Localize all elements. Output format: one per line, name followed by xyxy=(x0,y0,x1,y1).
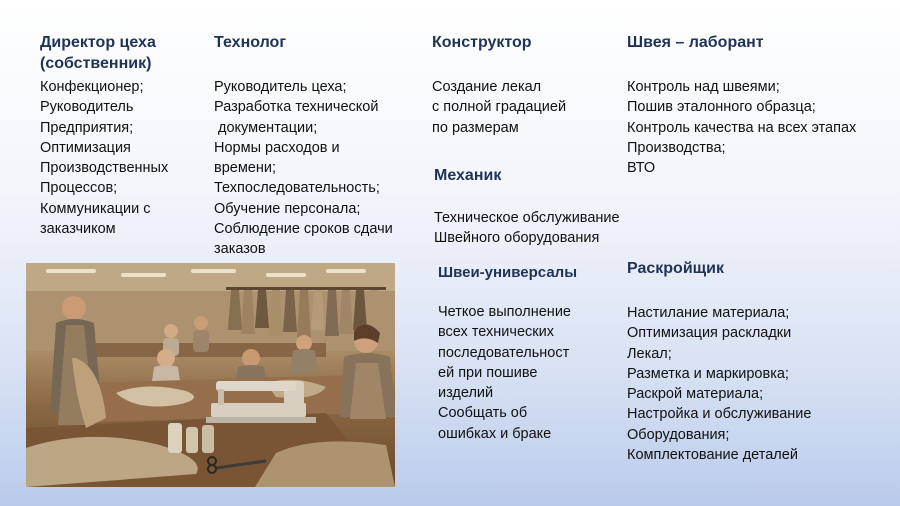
konstruktor-duty: по размерам xyxy=(432,119,519,136)
universaly-duty: Сообщать об xyxy=(438,405,528,422)
mekhanik-duty: Швейного оборудования xyxy=(434,230,600,247)
technolog-title: Технолог xyxy=(214,34,286,51)
technolog-duty: Техпоследовательность; xyxy=(214,180,380,197)
sewing-workshop-photo xyxy=(26,263,395,487)
konstruktor-duties xyxy=(432,77,617,138)
universaly-duty: всех технических xyxy=(438,324,554,341)
mekhanik-title: Механик xyxy=(434,167,502,184)
section-laborant xyxy=(627,32,892,178)
raskroy-duty: Настилание материала; xyxy=(627,305,790,321)
technolog-duty: заказов xyxy=(214,241,266,258)
technolog-duty: документации; xyxy=(214,119,318,136)
technolog-duty: Соблюдение сроков сдачи xyxy=(214,221,393,238)
director-title xyxy=(40,32,205,74)
universaly-duty: ей при пошиве xyxy=(438,364,538,381)
section-mekhanik xyxy=(434,165,664,249)
laborant-duty: Контроль качества на всех этапах xyxy=(627,119,857,136)
universaly-duty: ошибках и браке xyxy=(438,425,552,442)
laborant-duty: Пошив эталонного образца; xyxy=(627,99,816,116)
director-duties xyxy=(40,77,205,239)
section-director xyxy=(40,32,205,239)
raskroy-duty: Оборудования; xyxy=(627,426,730,443)
technolog-duty: Разработка технической xyxy=(214,99,379,116)
mekhanik-duty: Техническое обслуживание xyxy=(434,210,620,226)
universaly-title: Швеи-универсалы xyxy=(438,264,578,281)
technolog-duty: Нормы расходов и xyxy=(214,139,340,156)
director-duty: Процессов; xyxy=(40,180,118,197)
konstruktor-duty: Создание лекал xyxy=(432,79,542,95)
konstruktor-duty: с полной градацией xyxy=(432,99,567,116)
mekhanik-duties xyxy=(434,208,664,249)
section-universaly xyxy=(438,262,618,444)
laborant-title: Швея – лаборант xyxy=(627,34,764,51)
raskroy-duty: Настройка и обслуживание xyxy=(627,406,812,423)
director-title-line: (собственник) xyxy=(40,55,152,72)
director-title-line: Директор цеха xyxy=(40,34,156,51)
raskroy-duty: Раскрой материала; xyxy=(627,386,764,403)
laborant-duties xyxy=(627,77,892,178)
universaly-duty: изделий xyxy=(438,385,494,402)
universaly-duties xyxy=(438,302,618,444)
director-duty: Оптимизация xyxy=(40,139,131,156)
universaly-duty: Четкое выполнение xyxy=(438,304,571,320)
raskroy-duties xyxy=(627,303,892,465)
raskroy-duty: Лекал; xyxy=(627,345,672,362)
director-duty: Предприятия; xyxy=(40,119,134,136)
laborant-duty: Производства; xyxy=(627,139,726,156)
director-duty: Коммуникации с xyxy=(40,200,151,217)
section-technolog xyxy=(214,32,419,260)
workshop-illustration xyxy=(26,263,395,487)
laborant-duty: Контроль над швеями; xyxy=(627,79,780,95)
konstruktor-title: Конструктор xyxy=(432,34,532,51)
raskroy-title: Раскройщик xyxy=(627,260,724,277)
technolog-duty: времени; xyxy=(214,160,277,177)
universaly-duty: последовательност xyxy=(438,344,570,361)
photo-tint xyxy=(26,263,395,487)
laborant-duty: ВТО xyxy=(627,160,656,177)
raskroy-duty: Оптимизация раскладки xyxy=(627,325,792,342)
section-raskroy xyxy=(627,258,892,465)
raskroy-duty: Разметка и маркировка; xyxy=(627,365,789,382)
director-duty: Руководитель xyxy=(40,99,134,116)
technolog-duties xyxy=(214,77,419,260)
director-duty: Конфекционер; xyxy=(40,79,144,95)
raskroy-duty: Комплектование деталей xyxy=(627,447,798,464)
technolog-duty: Обучение персонала; xyxy=(214,200,361,217)
technolog-duty: Руководитель цеха; xyxy=(214,79,347,95)
director-duty: Производственных xyxy=(40,160,169,177)
director-duty: заказчиком xyxy=(40,221,116,238)
section-konstruktor xyxy=(432,32,617,138)
